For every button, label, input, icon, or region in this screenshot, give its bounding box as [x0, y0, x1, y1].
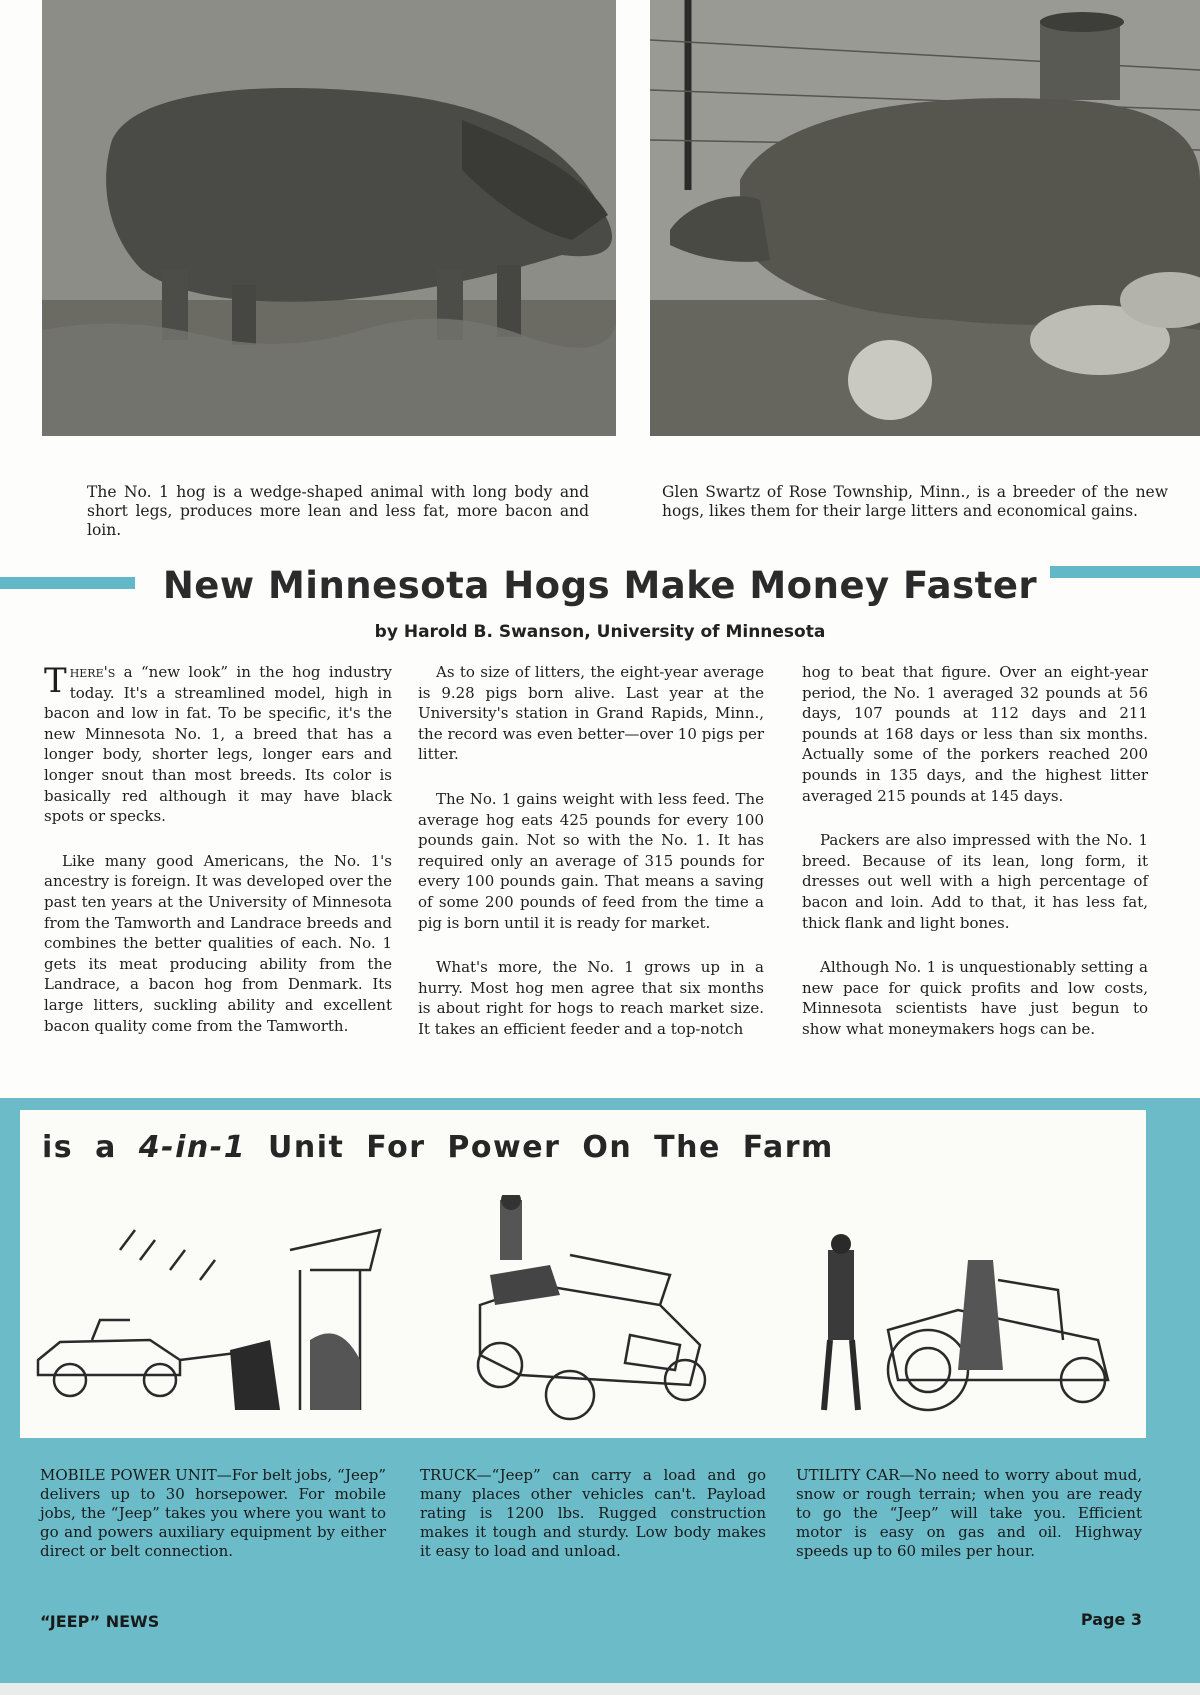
paragraph-3: As to size of litters, the eight-year average is 9.28 pigs born alive. Last year at the University's station in Grand Rapids, Minn., the record was even better—over 10 pigs per litter.: [418, 663, 764, 764]
page-number: Page 3: [1080, 1610, 1142, 1629]
caption-left: The No. 1 hog is a wedge-shaped animal with long body and short legs, produces more lean and less fat, more bacon and loin.: [87, 483, 589, 539]
jeep-truck-icon: [460, 1195, 720, 1425]
paragraph-7: Packers are also impressed with the No. 1 breed. Because of its lean, long form, it dresses out well with a high percentage of bacon and loin. Add to that, it has less fat, thick flank and light bones.: [802, 831, 1148, 932]
jeep-powering-equipment-icon: [30, 1210, 390, 1420]
paragraph-1: There's a “new look” in the hog industry today. It's a streamlined model, high in bacon and low in fat. To be specific, it's the new Minnesota No. 1, a breed that has a longer body, shorter legs, longer ears and longer snout than most breeds. Its color is basically red although it may have black spots or specks.: [44, 661, 392, 826]
paragraph-2: Like many good Americans, the No. 1's ancestry is foreign. It was developed over the past ten years at the University of Minnesota from the Tamworth and Landrace breeds and combines the better qualities of each. No. 1 gets its meat producing ability from the Landrace, a bacon hog from Denmark. Its large litters, suckling ability and excellent bacon quality come from the Tamworth.: [44, 851, 392, 1035]
jeep-utility-car-icon: [818, 1230, 1118, 1420]
hog-photo-left: [42, 0, 616, 436]
paragraph-6: hog to beat that figure. Over an eight-year period, the No. 1 averaged 32 pounds at 56 days, 107 pounds at 112 days and 211 pounds at 168 days or less than six months. Actually some of the porkers reached 200 pounds in 135 days, and the highest litter averaged 215 pounds at 145 days.: [802, 663, 1148, 805]
paragraph-4: The No. 1 gains weight with less feed. The average hog eats 425 pounds for every 100 pounds gain. Not so with the No. 1. It has required only an average of 315 pounds for every 100 pounds gain. That means a saving of some 200 pounds of feed from the time a pig is born until it is ready for market.: [418, 789, 764, 932]
drop-cap: T: [44, 661, 67, 701]
blurb-mobile-power-unit: MOBILE POWER UNIT—For belt jobs, “Jeep” delivers up to 30 horsepower. For mobile jobs, the “Jeep” takes you where you want to go and powers auxiliary equipment by either direct or belt connection.: [40, 1466, 386, 1560]
article-column-3: [802, 662, 1148, 1064]
blurb-truck: TRUCK—“Jeep” can carry a load and go many places other vehicles can't. Payload rating is 1200 lbs. Rugged construction makes it tough and sturdy. Low body makes it easy to load and unload.: [420, 1466, 766, 1560]
truck-illustration: [460, 1195, 720, 1425]
publication-name: “JEEP” NEWS: [40, 1612, 160, 1631]
jeep-ad-tagline: is a 4-in-1 Unit For Power On The Farm: [42, 1130, 834, 1165]
mobile-power-unit-illustration: [30, 1210, 390, 1420]
article-byline: by Harold B. Swanson, University of Minnesota: [374, 622, 826, 642]
article-column-2: [418, 662, 764, 1064]
page-bottom-edge: [0, 1683, 1200, 1695]
caption-right: Glen Swartz of Rose Township, Minn., is a breeder of the new hogs, likes them for their large litters and economical gains.: [662, 483, 1168, 520]
article-headline: New Minnesota Hogs Make Money Faster: [162, 564, 1038, 607]
hog-side-view-image: [42, 0, 616, 436]
hog-photo-right: [650, 0, 1200, 436]
article-column-1: [44, 662, 392, 1060]
utility-car-illustration: [818, 1230, 1118, 1420]
paragraph-5: What's more, the No. 1 grows up in a hurry. Most hog men agree that six months is about right for hogs to reach market size. It takes an efficient feeder and a top-notch: [418, 958, 764, 1038]
blurb-utility-car: UTILITY CAR—No need to worry about mud, snow or rough terrain; when you are ready to go the “Jeep” will take you. Efficient motor is easy on gas and oil. Highway speeds up to 60 miles per hour.: [796, 1466, 1142, 1560]
paragraph-8: Although No. 1 is unquestionably setting a new pace for quick profits and low costs, Minnesota scientists have just begun to show what moneymakers hogs can be.: [802, 958, 1148, 1038]
breeder-with-sow-image: [650, 0, 1200, 436]
